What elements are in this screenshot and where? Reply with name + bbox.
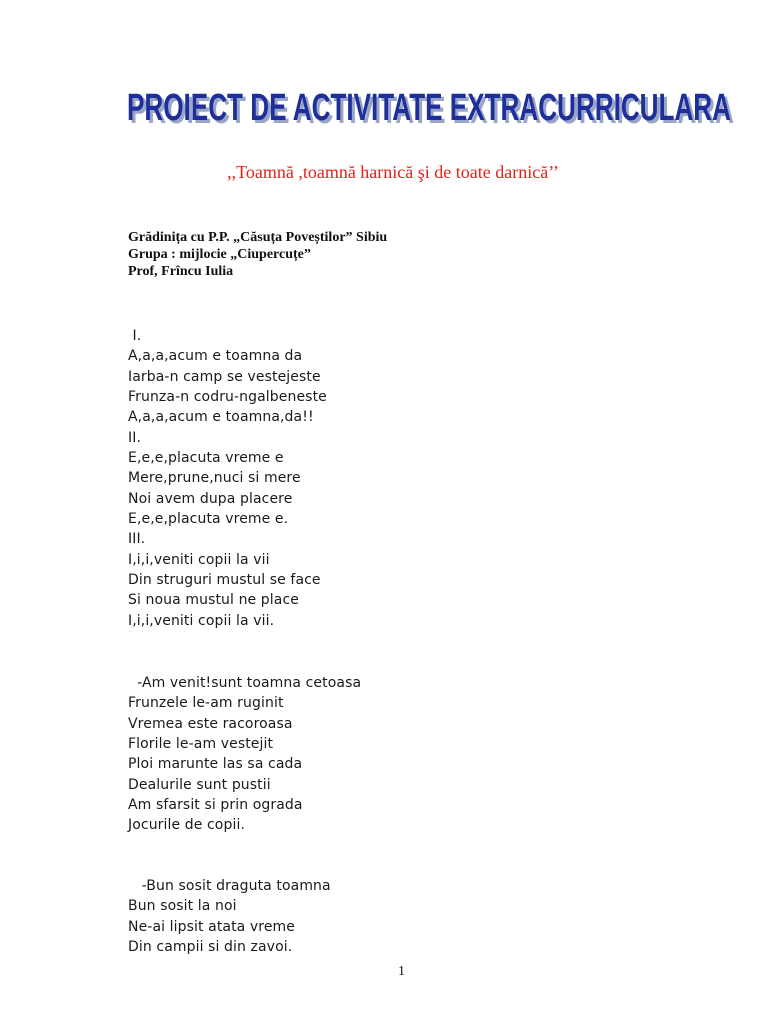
kindergarten-line: Grădinița cu P.P. „Căsuța Poveștilor” Sibiu [128,230,388,245]
poem-line: III. [128,531,146,548]
poem-line: Noi avem dupa placere [128,490,293,507]
poem-block-2 [128,673,361,836]
poem-line: Ploi marunte las sa cada [128,756,303,773]
title-shadow-text: PROIECT DE ACTIVITATE EXTRACURRICULARA [130,90,734,130]
poem-line: E,e,e,placuta vreme e [128,450,284,467]
poem-line: Mere,prune,nuci si mere [128,470,301,487]
poem-line: Dealurile sunt pustii [128,776,271,793]
poem-line: -Bun sosit draguta toamna [128,878,331,894]
poem-line: I. [128,328,142,344]
poem-block-3 [128,876,331,957]
poem-line: Florile le-am vestejit [128,736,274,753]
poem-line: Bun sosit la noi [128,898,237,915]
document-title: PROIECT DE ACTIVITATE EXTRACURRICULARA [127,87,731,129]
poem-line: Iarba-n camp se vestejeste [128,368,321,385]
poem-line: II. [128,429,142,446]
poem-block-1 [128,326,327,631]
poem-line: I,i,i,veniti copii la vii. [128,612,275,629]
poem-line: Din campii si din zavoi. [128,939,293,956]
poem-line: Frunza-n codru-ngalbeneste [128,389,327,406]
subtitle: ,,Toamnă ,toamnă harnică şi de toate darnică’’ [227,162,559,182]
meta-block [128,229,387,280]
poem-line: A,a,a,acum e toamna da [128,348,303,365]
poem-line: Frunzele le-am ruginit [128,695,284,712]
poem-line: Si noua mustul ne place [128,592,299,609]
poem-line: E,e,e,placuta vreme e. [128,511,289,528]
teacher-line: Prof, Frîncu Iulia [128,264,234,279]
title-wordart [0,80,768,130]
poem-line: I,i,i,veniti copii la vii [128,551,270,568]
poem-line: Vremea este racoroasa [128,715,293,732]
poem-line: Am sfarsit si prin ograda [128,797,303,814]
poem-line: Ne-ai lipsit atata vreme [128,918,296,935]
poem-line: Din struguri mustul se face [128,572,321,589]
poem-line: -Am venit!sunt toamna cetoasa [128,675,362,691]
poem-line: A,a,a,acum e toamna,da!! [128,409,314,426]
group-line: Grupa : mijlocie „Ciupercuțe” [128,247,311,262]
poem-line: Jocurile de copii. [128,817,245,834]
page-number: 1 [398,964,405,979]
title-graphic [0,80,768,130]
